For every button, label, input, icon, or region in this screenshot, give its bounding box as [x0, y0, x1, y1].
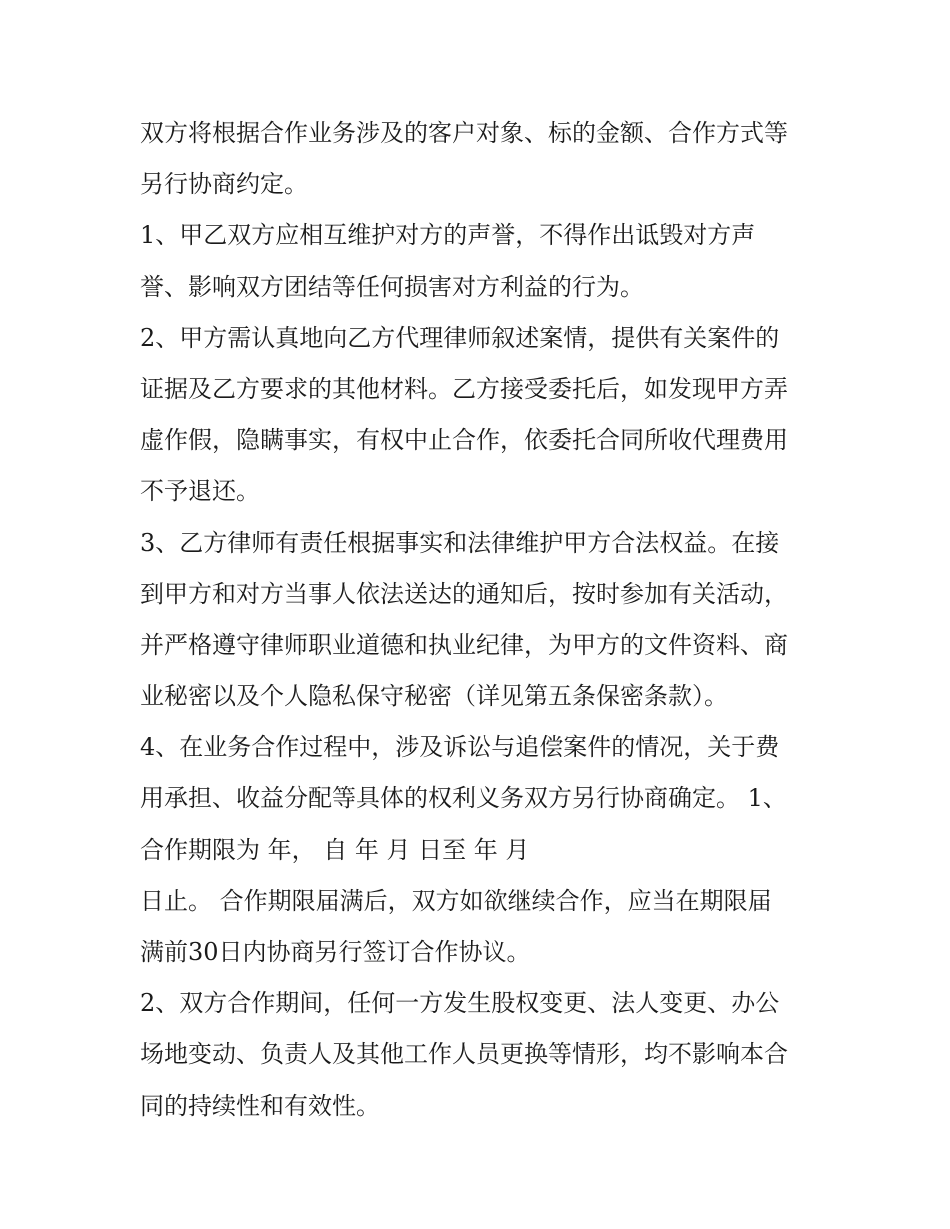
text-line: 誉、影响双方团结等任何损害对方利益的行为。	[140, 272, 644, 301]
text-line: 1、甲乙双方应相互维护对方的声誉，不得作出诋毁对方声	[140, 221, 756, 250]
text-line: 4、在业务合作过程中，涉及诉讼与追偿案件的情况，关于费	[140, 733, 780, 762]
text-line: 虚作假，隐瞒事实，有权中止合作，依委托合同所收代理费用	[140, 426, 788, 455]
text-line: 2、双方合作期间，任何一方发生股权变更、法人变更、办公	[140, 989, 780, 1018]
text-line: 满前30日内协商另行签订合作协议。	[140, 938, 531, 966]
text-line: 双方将根据合作业务涉及的客户对象、标的金额、合作方式等	[140, 119, 788, 147]
contract-text	[140, 108, 820, 1132]
text-line: 3、乙方律师有责任根据事实和法律维护甲方合法权益。在接	[140, 528, 780, 557]
text-line: 日止。 合作期限届满后，双方如欲继续合作，应当在期限届	[140, 886, 772, 915]
text-line: 2、甲方需认真地向乙方代理律师叙述案情，提供有关案件的	[140, 323, 780, 352]
text-line: 业秘密以及个人隐私保守秘密（详见第五条保密条款）。	[140, 682, 728, 711]
text-line: 另行协商约定。	[140, 170, 308, 199]
text-line: 合作期限为 年， 自 年 月 日至 年 月	[140, 835, 530, 864]
text-line: 同的持续性和有效性。	[140, 1091, 380, 1120]
text-line: 并严格遵守律师职业道德和执业纪律，为甲方的文件资料、商	[140, 630, 788, 659]
text-line: 不予退还。	[140, 477, 260, 506]
text-line: 用承担、收益分配等具体的权利义务双方另行协商确定。 1、	[140, 784, 787, 813]
text-line: 证据及乙方要求的其他材料。乙方接受委托后，如发现甲方弄	[140, 374, 788, 403]
text-line: 到甲方和对方当事人依法送达的通知后，按时参加有关活动，	[140, 579, 788, 608]
text-line: 场地变动、负责人及其他工作人员更换等情形，均不影响本合	[140, 1040, 788, 1069]
